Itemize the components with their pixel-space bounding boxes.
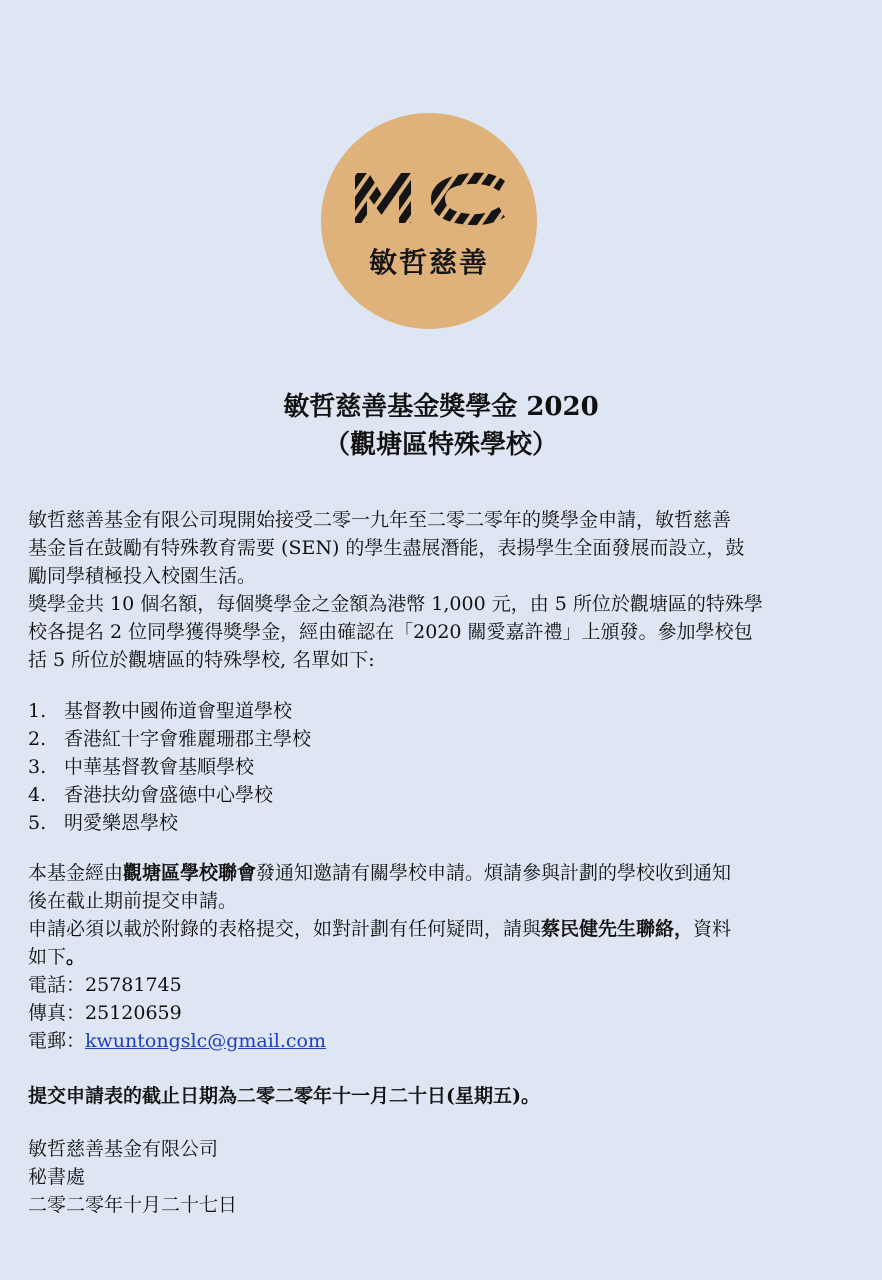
text-segment: 發通知邀請有關學校申請。煩請參與計劃的學校收到通知: [256, 862, 732, 884]
signature-department: 秘書處: [28, 1166, 86, 1188]
text-segment: 資料: [693, 918, 732, 940]
text-line: 獎學金共 10 個名額，每個獎學金之金額為港幣 1,000 元，由 5 所位於觀塘區的特殊學: [28, 593, 763, 615]
fax-number: 25120659: [85, 1002, 182, 1024]
scholarship-details-paragraph: [28, 590, 858, 674]
school-name: 中華基督教會基順學校: [64, 756, 255, 778]
signature-date: 二零二零年十月二十七日: [28, 1194, 238, 1216]
email-line: [28, 1027, 858, 1055]
school-list: [28, 697, 858, 837]
text-line: [28, 943, 858, 971]
fax-label: 傳真：: [28, 1002, 86, 1024]
deadline-notice: 提交申請表的截止日期為二零二零年十一月二十日(星期五)。: [28, 1085, 540, 1107]
enquiry-paragraph: [28, 915, 858, 971]
page-title: 敏哲慈善基金獎學金 2020: [283, 392, 599, 422]
logo-chinese-text: 敏哲慈善: [368, 246, 489, 279]
list-number: 2.: [28, 728, 47, 750]
list-number: 3.: [28, 756, 47, 778]
text-segment: 如下: [28, 946, 67, 968]
organization-logo: [321, 113, 537, 329]
school-name: 基督教中國佈道會聖道學校: [64, 700, 293, 722]
list-item: [28, 753, 858, 781]
list-number: 5.: [28, 812, 47, 834]
school-name: 香港紅十字會雅麗珊郡主學校: [64, 728, 312, 750]
school-name: 明愛樂恩學校: [64, 812, 179, 834]
list-item: [28, 725, 858, 753]
text-segment: 本基金經由: [28, 862, 124, 884]
email-link[interactable]: kwuntongslc@gmail.com: [85, 1030, 327, 1052]
list-number: 1.: [28, 700, 47, 722]
text-line: 敏哲慈善基金有限公司現開始接受二零一九年至二零二零年的獎學金申請，敏哲慈善: [28, 509, 732, 531]
phone-number: 25781745: [85, 974, 182, 996]
list-item: [28, 697, 858, 725]
list-item: [28, 809, 858, 837]
phone-label: 電話：: [28, 974, 86, 996]
text-line: [28, 915, 858, 943]
invitation-paragraph: [28, 859, 858, 915]
text-segment-bold: 。: [66, 946, 86, 968]
page-subtitle: （觀塘區特殊學校）: [323, 430, 558, 460]
text-line: 基金旨在鼓勵有特殊教育需要 (SEN) 的學生盡展潛能，表揚學生全面發展而設立，鼓: [28, 537, 745, 559]
school-name: 香港扶幼會盛德中心學校: [64, 784, 274, 806]
highlighted-organization: 觀塘區學校聯會: [123, 862, 257, 884]
contact-details: [28, 971, 858, 1055]
list-item: [28, 781, 858, 809]
email-label: 電郵：: [28, 1030, 86, 1052]
list-number: 4.: [28, 784, 47, 806]
text-line: 校各提名 2 位同學獲得獎學金，經由確認在「2020 關愛嘉許禮」上頒發。參加學校包: [28, 621, 753, 643]
contact-person: 蔡民健先生聯絡，: [541, 918, 694, 940]
intro-paragraph: [28, 506, 858, 590]
text-line: 括 5 所位於觀塘區的特殊學校, 名單如下:: [28, 649, 375, 671]
text-line: [28, 859, 858, 887]
text-line: 勵同學積極投入校園生活。: [28, 565, 257, 587]
phone-line: [28, 971, 858, 999]
logo-letters-graphic: [321, 113, 537, 329]
signature-organization: 敏哲慈善基金有限公司: [28, 1138, 219, 1160]
signature-block: [28, 1135, 858, 1219]
text-line: 後在截止期前提交申請。: [28, 890, 238, 912]
fax-line: [28, 999, 858, 1027]
text-segment: 申請必須以載於附錄的表格提交，如對計劃有任何疑問，請與: [28, 918, 542, 940]
